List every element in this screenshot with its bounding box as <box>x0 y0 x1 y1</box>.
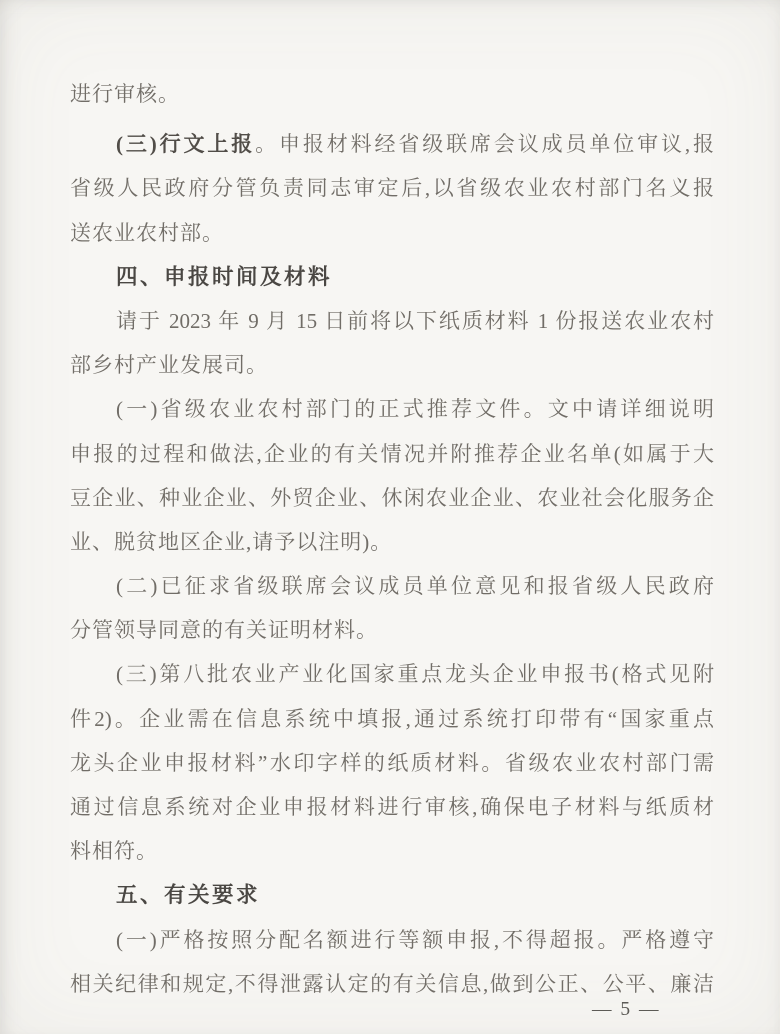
text-line: 送农业农村部。 <box>70 220 224 245</box>
text-line: 相关纪律和规定,不得泄露认定的有关信息,做到公正、公平、廉洁 <box>70 971 714 996</box>
bold-lead: (三)行文上报 <box>116 132 256 157</box>
text-line: 料相符。 <box>70 839 158 864</box>
text-line: 进行审核。 <box>70 82 180 106</box>
text-line: (一)严格按照分配名额进行等额申报,不得超报。严格遵守 <box>116 927 714 952</box>
text-line: (三)行文上报。申报材料经省级联席会议成员单位审议,报 <box>116 132 714 157</box>
text-line: 申报的过程和做法,企业的有关情况并附推荐企业名单(如属于大 <box>70 441 714 466</box>
text-line: 分管领导同意的有关证明材料。 <box>70 618 378 643</box>
text-line: 豆企业、种业企业、外贸企业、休闲农业企业、农业社会化服务企 <box>70 485 714 510</box>
text-line: 省级人民政府分管负责同志审定后,以省级农业农村部门名义报 <box>70 176 714 201</box>
section-heading: 四、申报时间及材料 <box>116 264 333 289</box>
document-body <box>70 72 714 1006</box>
text-line: 通过信息系统对企业申报材料进行审核,确保电子材料与纸质材 <box>70 795 714 819</box>
text-line: 部乡村产业发展司。 <box>70 353 268 378</box>
text-line: 业、脱贫地区企业,请予以注明)。 <box>70 529 393 554</box>
text-line: (三)第八批农业产业化国家重点龙头企业申报书(格式见附 <box>116 662 714 687</box>
section-heading: 五、有关要求 <box>116 883 261 908</box>
text-line: 龙头企业申报材料”水印字样的纸质材料。省级农业农村部门需 <box>70 750 714 775</box>
text-line: (一)省级农业农村部门的正式推荐文件。文中请详细说明 <box>116 397 714 422</box>
text-line: 件2)。企业需在信息系统中填报,通过系统打印带有“国家重点 <box>70 706 714 731</box>
page-number: — 5 — <box>592 999 661 1020</box>
text-line: 请于 2023 年 9 月 15 日前将以下纸质材料 1 份报送农业农村 <box>116 308 714 333</box>
text-line: (二)已征求省级联席会议成员单位意见和报省级人民政府 <box>116 574 714 599</box>
